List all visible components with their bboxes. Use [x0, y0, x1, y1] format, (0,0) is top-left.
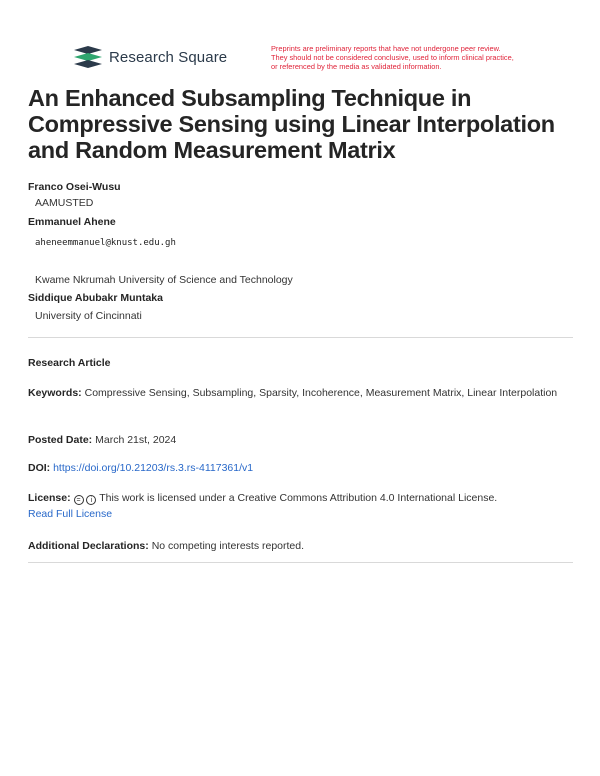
author-affiliation: Kwame Nkrumah University of Science and Technology	[35, 274, 293, 286]
notice-line: Preprints are preliminary reports that have not undergone peer review.	[271, 44, 501, 53]
doi	[28, 460, 573, 476]
preprint-notice	[271, 44, 541, 71]
posted-date-label: Posted Date:	[28, 434, 93, 446]
notice-line: They should not be considered conclusive, used to inform clinical practice,	[271, 53, 514, 62]
divider	[28, 337, 573, 338]
license-label: License:	[28, 492, 71, 504]
read-full-license-link[interactable]: Read Full License	[28, 508, 113, 520]
article-type-label: Research Article	[28, 357, 111, 369]
license	[28, 490, 573, 522]
license-text: This work is licensed under a Creative Commons Attribution 4.0 International License.	[99, 492, 498, 504]
cc-icon: =	[74, 495, 84, 505]
author-email[interactable]: aheneemmanuel@knust.edu.gh	[35, 238, 176, 248]
author-name: Franco Osei-Wusu	[28, 181, 121, 193]
paper-title: An Enhanced Subsampling Technique in Compressive Sensing using Linear Interpolation and Random Measurement Matrix	[28, 85, 555, 163]
by-icon: i	[86, 495, 96, 505]
doi-link[interactable]: https://doi.org/10.21203/rs.3.rs-4117361/v1	[53, 462, 254, 474]
doi-label: DOI:	[28, 462, 51, 474]
article-type	[28, 355, 573, 371]
author-name: Siddique Abubakr Muntaka	[28, 292, 163, 304]
keywords-value: Compressive Sensing, Subsampling, Sparsity, Incoherence, Measurement Matrix, Linear Interpolation	[84, 387, 558, 399]
keywords-label: Keywords:	[28, 387, 82, 399]
research-square-logo-icon	[74, 46, 102, 68]
research-square-logo[interactable]	[74, 46, 227, 68]
posted-date	[28, 432, 573, 448]
author-affiliation: University of Cincinnati	[35, 310, 142, 322]
notice-line: or referenced by the media as validated information.	[271, 62, 442, 71]
keywords	[28, 385, 573, 401]
additional-declarations	[28, 538, 573, 554]
declarations-value: No competing interests reported.	[151, 540, 305, 552]
author-affiliation: AAMUSTED	[35, 197, 94, 209]
posted-date-value: March 21st, 2024	[95, 434, 177, 446]
declarations-label: Additional Declarations:	[28, 540, 149, 552]
logo-text: Research Square	[109, 48, 228, 66]
divider	[28, 562, 573, 563]
author-name: Emmanuel Ahene	[28, 216, 116, 228]
